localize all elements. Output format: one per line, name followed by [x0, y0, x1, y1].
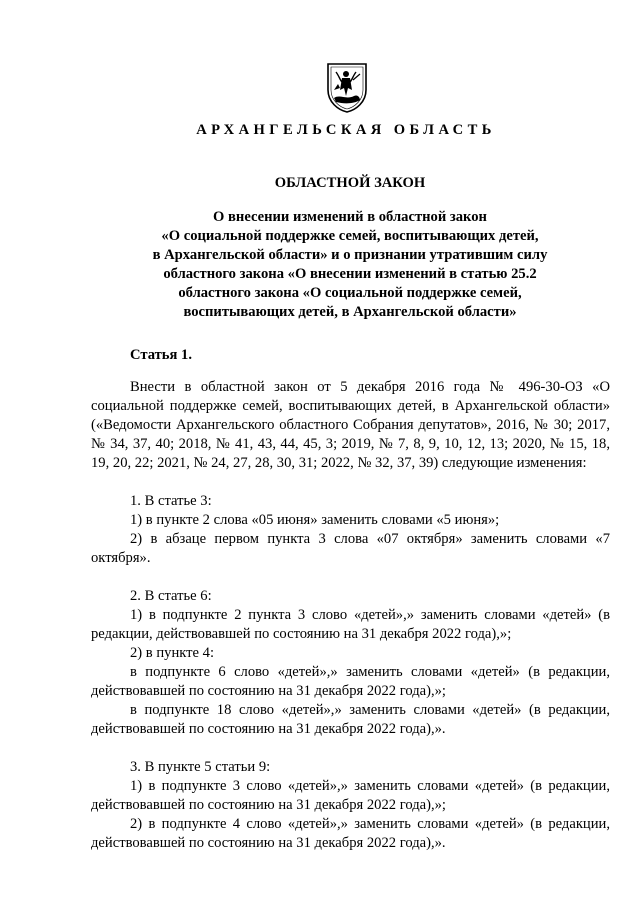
paragraph-gap [91, 739, 610, 758]
law-title-line: О внесении изменений в областной закон [213, 209, 487, 225]
paragraph: 1) в пункте 2 слова «05 июня» заменить словами «5 июня»; [130, 512, 500, 528]
document-body [91, 378, 610, 853]
article-heading: Статья 1. [130, 347, 192, 363]
law-title-line: областного закона «О социальной поддержке семей, [178, 285, 522, 301]
paragraph: в подпункте 6 слово «детей»,» заменить словами «детей» (в редакции, действовавшей по состоянию на 31 декабря 2022 года),»; [91, 664, 610, 699]
paragraph: 1) в подпункте 3 слово «детей»,» заменить словами «детей» (в редакции, действовавшей по состоянию на 31 декабря 2022 года),»; [91, 778, 610, 813]
paragraph: 2) в пункте 4: [130, 645, 215, 661]
law-title-line: «О социальной поддержке семей, воспитывающих детей, [161, 228, 539, 244]
law-title-line: в Архангельской области» и о признании утратившим силу [152, 247, 548, 263]
paragraph: 2) в абзаце первом пункта 3 слова «07 октября» заменить словами «7 октября». [91, 531, 610, 566]
paragraph: 2) в подпункте 4 слово «детей»,» заменить словами «детей» (в редакции, действовавшей по состоянию на 31 декабря 2022 года),». [91, 816, 610, 851]
paragraph-gap [91, 568, 610, 587]
paragraph: 1. В статье 3: [130, 493, 212, 509]
law-type-heading: ОБЛАСТНОЙ ЗАКОН [274, 175, 426, 191]
law-title-line: областного закона «О внесении изменений в статью 25.2 [163, 266, 537, 282]
paragraph: 3. В пункте 5 статьи 9: [130, 759, 271, 775]
paragraph: 2. В статье 6: [130, 588, 212, 604]
coat-of-arms-icon [324, 60, 370, 114]
region-name: АРХАНГЕЛЬСКАЯ ОБЛАСТЬ [196, 122, 496, 138]
paragraph: Внести в областной закон от 5 декабря 2016 года № 496-30-ОЗ «О социальной поддержке семей, воспитывающих детей, в Архангельской области» («Ведомости Архангельского областного Собрания депутатов», 2016, № 30; 2017, № 34, 37, 40; 2018, № 41, 43, 44, 45, 3; 2019, № 7, 8, 9, 10, 12, 13; 2020, № 15, 18, 19, 20, 22; 2021, № 24, 27, 28, 30, 31; 2022, № 32, 37, 39) следующие изменения: [91, 379, 610, 471]
paragraph: 1) в подпункте 2 пункта 3 слово «детей»,» заменить словами «детей» (в редакции, действовавшей по состоянию на 31 декабря 2022 года),»; [91, 607, 610, 642]
law-title [120, 208, 580, 322]
law-title-line: воспитывающих детей, в Архангельской области» [183, 304, 517, 320]
paragraph: в подпункте 18 слово «детей»,» заменить словами «детей» (в редакции, действовавшей по состоянию на 31 декабря 2022 года),». [91, 702, 610, 737]
paragraph-gap [91, 473, 610, 492]
